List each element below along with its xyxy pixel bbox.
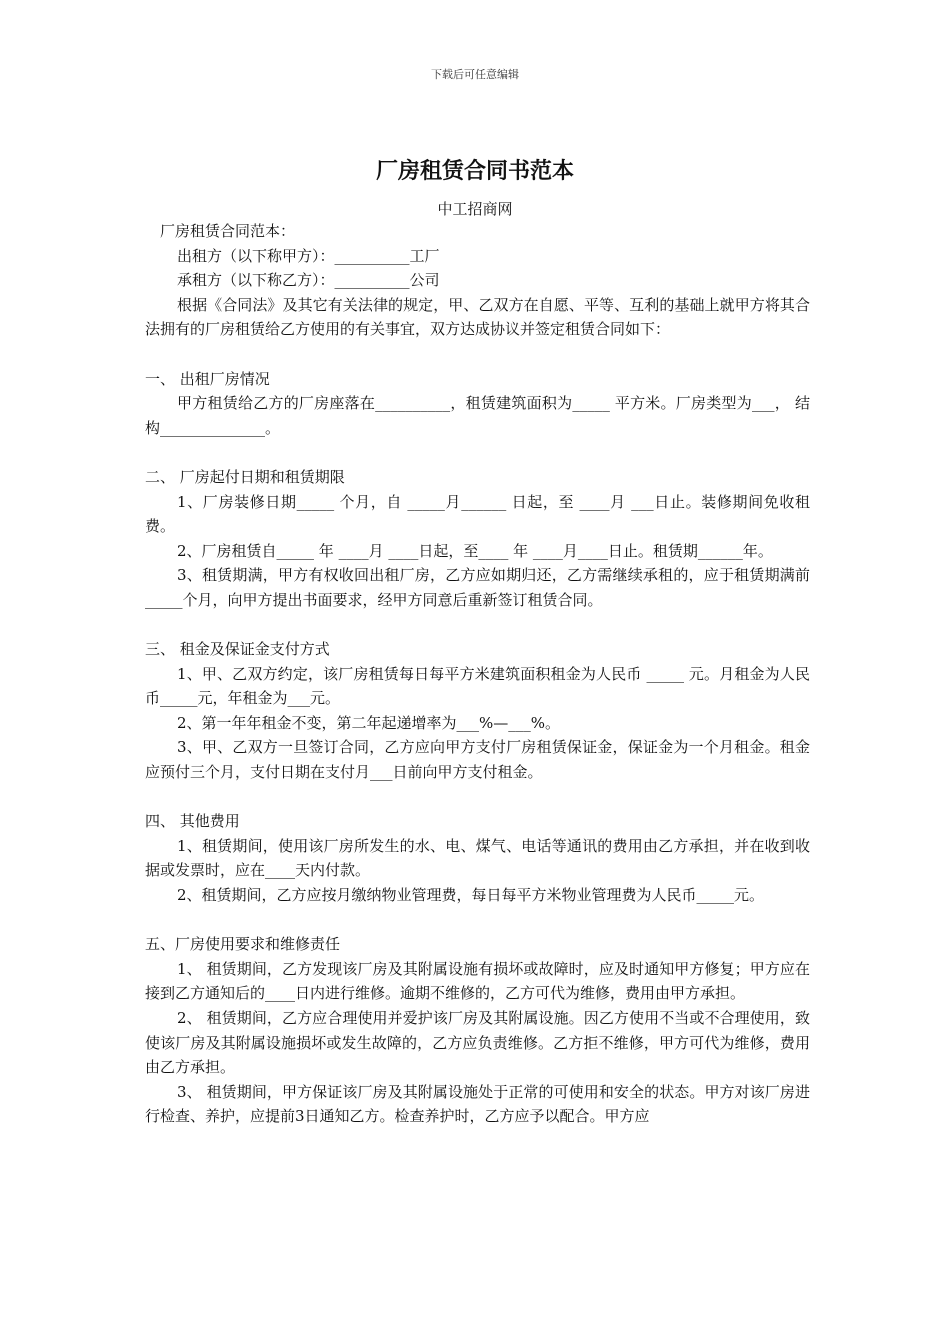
section-heading-2: 二、 厂房起付日期和租赁期限 [145,467,345,486]
section-2-paragraph-1: 1、厂房装修日期_____ 个月，自 _____月______ 日起，至 ____月 ___日止。装修期间免收租费。 [145,492,810,536]
document-subtitle: 中工招商网 [437,200,513,218]
section-5-paragraph-2: 2、 租赁期间，乙方应合理使用并爱护该厂房及其附属设施。因乙方使用不当或不合理使用，致使该厂房及其附属设施损坏或发生故障的，乙方应负责维修。乙方拒不维修，甲方可代为维修，费用由乙方承担。 [145,1009,810,1077]
section-2-paragraph-2: 2、厂房租赁自_____ 年 ____月 ____日起，至____ 年 ____月____日止。租赁期______年。 [177,541,773,560]
section-4-paragraph-2: 2、租赁期间，乙方应按月缴纳物业管理费，每日每平方米物业管理费为人民币_____元。 [177,886,765,905]
section-heading-1: 一、 出租厂房情况 [145,369,270,388]
section-heading-5: 五、厂房使用要求和维修责任 [145,935,341,954]
lessor-line: 出租方（以下称甲方）：__________工厂 [177,246,440,265]
lessee-line: 承租方（以下称乙方）：__________公司 [177,271,440,290]
section-1-paragraph-1: 甲方租赁给乙方的厂房座落在__________，租赁建筑面积为_____ 平方米。厂房类型为___， 结构______________。 [145,394,810,437]
section-heading-3: 三、 租金及保证金支付方式 [145,640,330,659]
preamble-paragraph: 根据《合同法》及其它有关法律的规定，甲、乙双方在自愿、平等、互利的基础上就甲方将其合法拥有的厂房租赁给乙方使用的有关事宜，双方达成协议并签定租赁合同如下： [145,295,810,339]
section-5-paragraph-1: 1、 租赁期间，乙方发现该厂房及其附属设施有损坏或故障时，应及时通知甲方修复；甲方应在接到乙方通知后的____日内进行维修。逾期不维修的，乙方可代为维修，费用由甲方承担。 [145,959,810,1003]
section-heading-4: 四、 其他费用 [145,812,240,831]
intro-label: 厂房租赁合同范本： [160,222,296,240]
section-4-paragraph-1: 1、租赁期间，使用该厂房所发生的水、电、煤气、电话等通讯的费用由乙方承担，并在收到收据或发票时，应在____天内付款。 [145,836,810,880]
section-2-paragraph-3: 3、租赁期满，甲方有权收回出租厂房，乙方应如期归还，乙方需继续承租的，应于租赁期满前_____个月，向甲方提出书面要求，经甲方同意后重新签订租赁合同。 [145,566,810,609]
section-3-paragraph-2: 2、第一年年租金不变，第二年起递增率为___%—___%。 [177,713,561,732]
section-3-paragraph-1: 1、甲、乙双方约定，该厂房租赁每日每平方米建筑面积租金为人民币 _____ 元。月租金为人民币_____元，年租金为___元。 [145,664,810,708]
document-title: 厂房租赁合同书范本 [375,159,574,184]
document-body [145,219,810,1129]
page-header: 下载后可任意编辑 [431,68,519,81]
section-5-paragraph-3: 3、 租赁期间，甲方保证该厂房及其附属设施处于正常的可使用和安全的状态。甲方对该厂房进行检查、养护，应提前3日通知乙方。检查养护时，乙方应予以配合。甲方应 [145,1082,810,1126]
section-3-paragraph-3: 3、甲、乙双方一旦签订合同，乙方应向甲方支付厂房租赁保证金，保证金为一个月租金。租金应预付三个月，支付日期在支付月___日前向甲方支付租金。 [145,738,810,782]
